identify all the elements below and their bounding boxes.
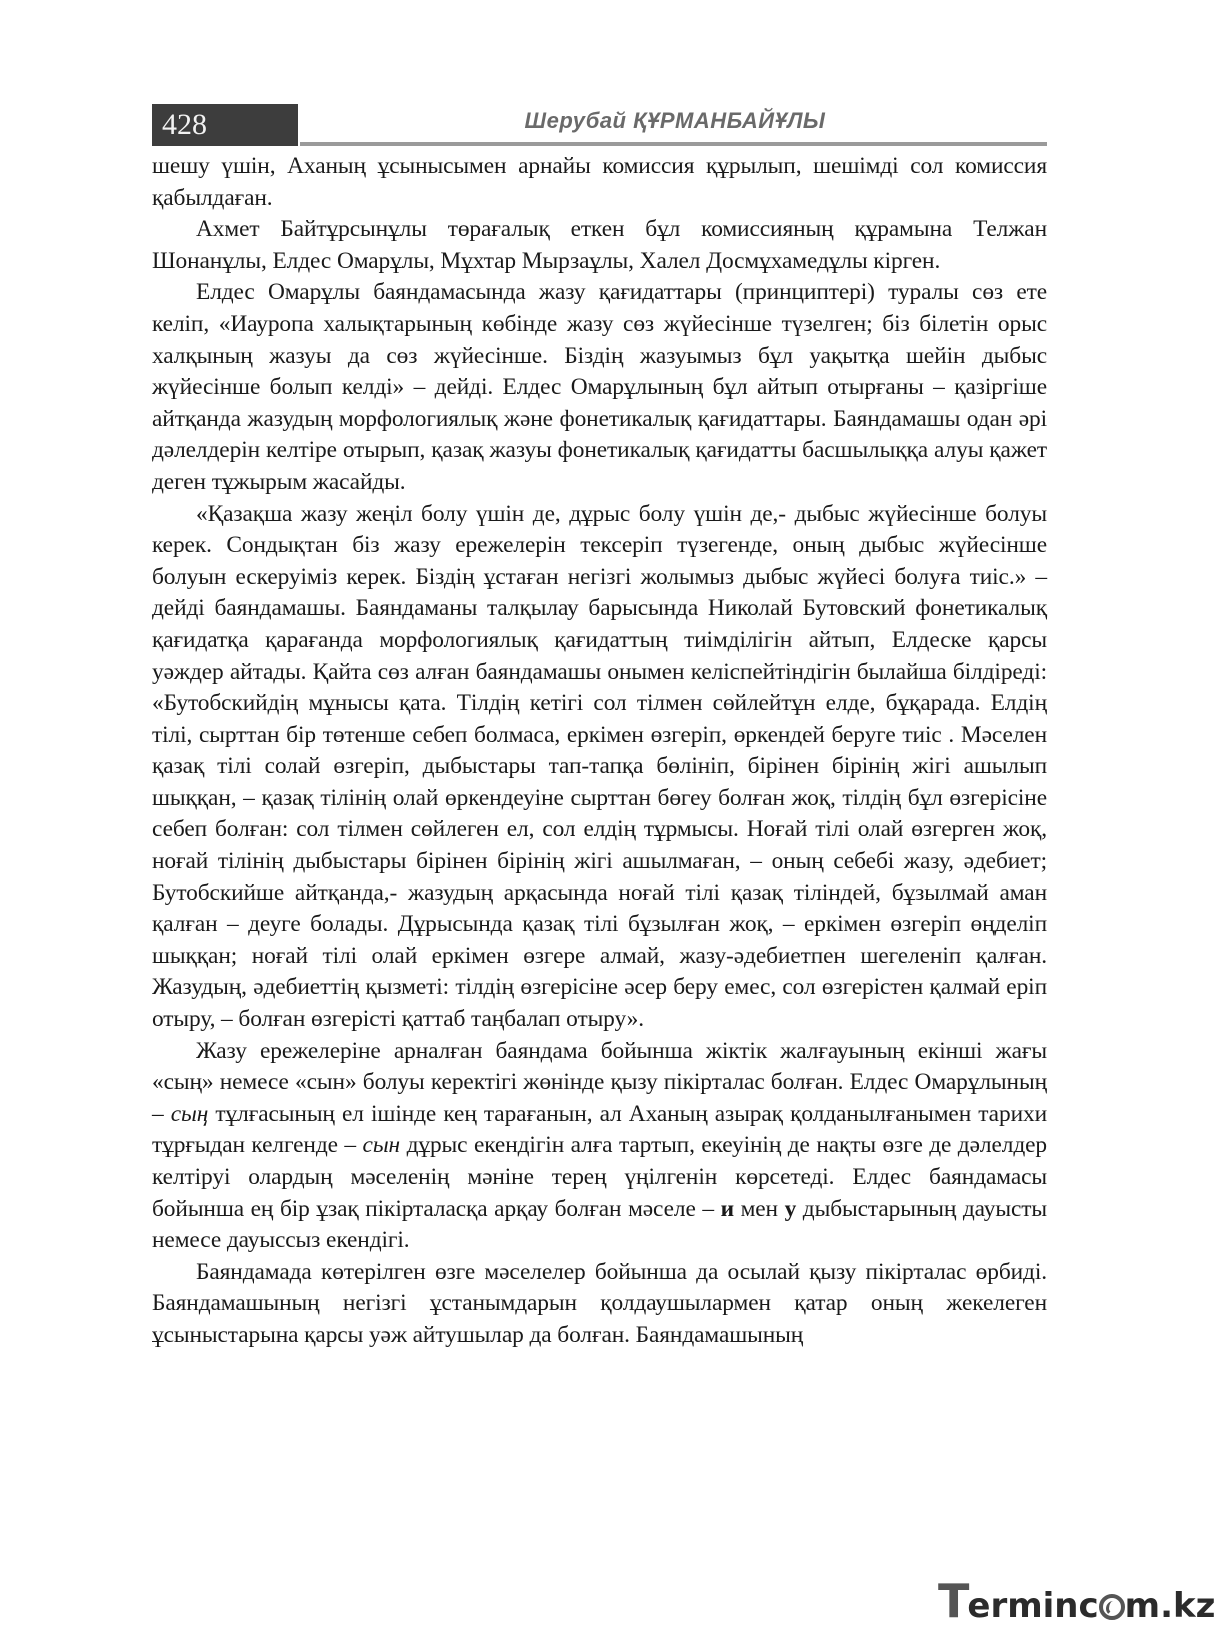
page-header [152,104,1047,148]
paragraph-5 [152,1036,1047,1257]
watermark-text-1: erminc [967,1586,1099,1626]
paragraph-4: «Қазақша жазу жеңіл болу үшін де, дұрыс болу үшін де,- дыбыс жүйесінше болуы керек. Сондықтан біз жазу ережелерін тексеріп түзегенде, оның дыбыс жүйесінше болуын ескеруіміз керек. Біздің ұстаған негізгі жолымыз дыбыс жүйесі болуға тиіс.» – дейді баяндамашы. Баяндаманы талқылау барысында Николай Бутовский фонетикалық қағидатқа қарағанда морфологиялық қағидаттың тиімділігін айтып, Елдеске қарсы уәждер айтады. Қайта сөз алған баяндамашы онымен келіспейтіндігін былайша білдіреді: «Бутобскийдің мұнысы қата. Тілдің кетігі сол тілмен сөйлейтұн елде, бұқарада. Елдің тілі, сырттан бір төтенше себеп болмаса, еркімен өзгеріп, өркендей беруге тиіс . Мәселен қазақ тілі солай өзгеріп, дыбыстары тап-тапқа бөлініп, бірінен бірінің жігі ашылып шыққан, – қазақ тілінің олай өркендеуіне сырттан бөгеу болған жоқ, тілдің бұл өзгерісіне себеп болған: сол тілмен сөйлеген ел, сол елдің тұрмысы. Ноғай тілі олай өзгерген жоқ, ноғай тілінің дыбыстары бірінен бірінің жігі ашылмаған, – оның себебі жазу, әдебиет; Бутобскийше айтқанда,- жазудың арқасында ноғай тілі қазақ тіліндей, бұзылмай аман қалған – деуге болады. Дұрысында қазақ тілі бұзылған жоқ, – еркімен өзгеріп өңделіп шыққан; ноғай тілі олай еркімен өзгере алмай, жазу-әдебиетпен шегеленіп қалған. Жазудың, әдебиеттің қызметі: тілдің өзгерісіне әсер беру емес, сол өзгерістен қалмай еріп отыру, – болған өзгерісті қаттаб таңбалап отыру». [152,500,1047,1033]
watermark-t: T [938,1574,970,1628]
paragraph-5-part-c: дұрыс екендігін алға тартып, екеуінің де нақты өзге де дәлелдер келтіруі олардың мәселенің мәніне терең үңілгенін көрсетеді. Елдес баяндамасы бойынша ең бір ұзақ пікірталасқа арқау болған мәселе – [152,1132,1047,1222]
header-rule [300,142,1047,146]
paragraph-5-part-d: мен [733,1195,785,1222]
watermark-text-2: m.kz [1124,1586,1215,1626]
paragraph-1: шешу үшін, Аханың ұсынысымен арнайы комиссия құрылып, шешімді сол комиссия қабылдаған. [152,153,1047,211]
magnifier-icon [1099,1594,1125,1620]
paragraph-5-part-b: тұлғасының ел ішінде кең тарағанын, ал Аханың азырақ қолданылғанымен тарихи тұрғыдан келгенде – [152,1100,1047,1159]
running-title: Шерубай ҚҰРМАНБАЙҰЛЫ [524,108,826,133]
termincom-watermark [938,1574,1215,1628]
paragraph-5-part-a: Жазу ережелеріне арналған баяндама бойынша жіктік жалғауының екінші жағы «сың» немесе «сын» болуы керектігі жөнінде қызу пікірталас болған. Елдес Омарұлының – [152,1037,1047,1127]
italic-term-syn-ng: сың [170,1100,209,1127]
paragraph-5-part-e: дыбыстарының дауысты немесе дауыссыз екендігі. [152,1195,1048,1254]
paragraph-3: Елдес Омарұлы баяндамасында жазу қағидаттары (принциптері) туралы сөз ете келіп, «Иауропа халықтарының көбінде жазу сөз жүйесінше түзелген; біз білетін орыс халқының жазуы да сөз жүйесінше. Біздің жазуымыз бұл уақытқа шейін дыбыс жүйесінше болып келді» – дейді. Елдес Омарұлының бұл айтып отырғаны – қазіргіше айтқанда жазудың морфологиялық және фонетикалық қағидаттары. Баяндамашы одан әрі дәлелдерін келтіре отырып, қазақ жазуы фонетикалық қағидатты басшылыққа алуы қажет деген тұжырым жасайды. [152,279,1047,495]
paragraph-2: Ахмет Байтұрсынұлы төрағалық еткен бұл комиссияның құрамына Телжан Шонанұлы, Елдес Омарұлы, Мұхтар Мырзаұлы, Халел Досмұхамедұлы кірген. [152,216,1047,274]
body-text [152,151,1047,1352]
bold-letter-u: у [784,1195,797,1222]
bold-letter-i: и [720,1195,734,1222]
italic-term-syn: сын [362,1132,401,1159]
page-number: 428 [152,104,298,146]
paragraph-6: Баяндамада көтерілген өзге мәселелер бойынша да осылай қызу пікірталас өрбиді. Баяндамашының негізгі ұстанымдарын қолдаушылармен қатар оның жекелеген ұсыныстарына қарсы уәж айтушылар да болған. Баяндамашының [152,1258,1047,1348]
